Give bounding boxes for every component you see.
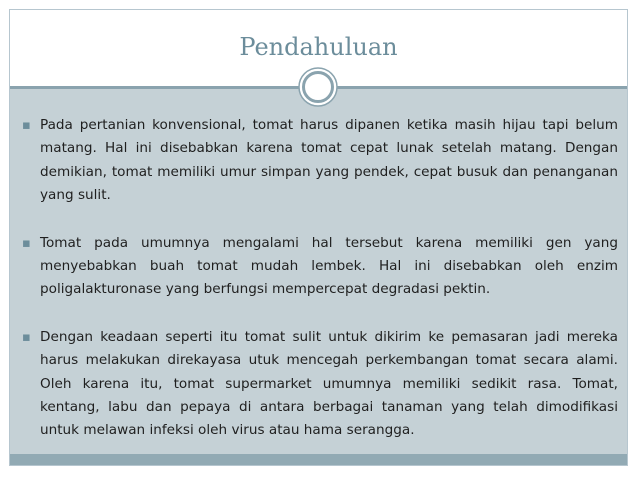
bullet-text: Tomat pada umumnya mengalami hal tersebut karena memiliki gen yang menyebabkan buah tomat mudah lembek. Hal ini disebabkan oleh enzim poligalakturonase yang berfungsi mempercepat degradasi pektin.: [40, 234, 618, 298]
slide-title: Pendahuluan: [239, 33, 398, 61]
bullet-text: Pada pertanian konvensional, tomat harus dipanen ketika masih hijau tapi belum matang. Hal ini disebabkan karena tomat cepat lunak setelah matang. Dengan demikian, tomat memiliki umur simpan yang pendek, cepat busuk dan penanganan yang sulit.: [40, 117, 618, 204]
square-bullet-icon: ▪: [22, 329, 31, 345]
bullet-list: [22, 114, 618, 467]
bullet-text: Dengan keadaan seperti itu tomat sulit untuk dikirim ke pemasaran jadi mereka harus melakukan direkayasa utuk mencegah perkembangan tomat secara alami. Oleh karena itu, tomat supermarket umumnya memiliki sedikit rasa. Tomat, kentang, labu dan pepaya di antara berbagai tanaman yang telah dimodifikasi untuk melawan infeksi oleh virus atau hama serangga.: [40, 328, 618, 439]
ring-ornament-icon: [298, 67, 338, 107]
list-item: [22, 232, 618, 302]
square-bullet-icon: ▪: [22, 118, 31, 133]
square-bullet-icon: ▪: [22, 235, 31, 251]
list-item: [22, 326, 618, 443]
list-item: [22, 114, 618, 208]
